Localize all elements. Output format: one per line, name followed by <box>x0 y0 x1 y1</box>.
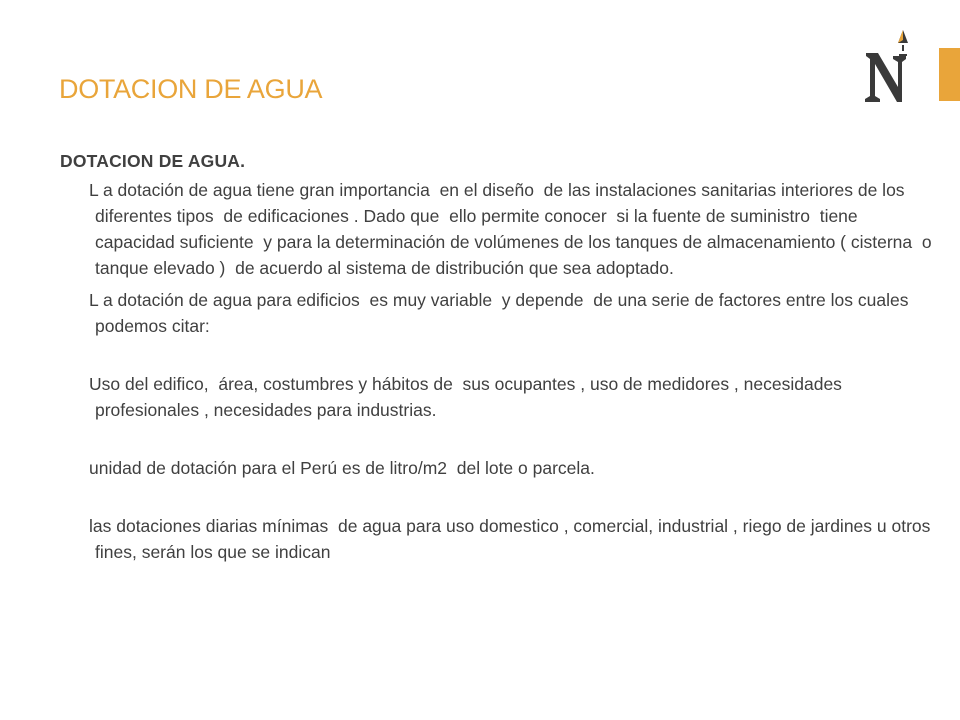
body-paragraph-4: unidad de dotación para el Perú es de litro/m2 del lote o parcela. <box>89 458 595 478</box>
accent-bar <box>939 48 960 101</box>
spacer <box>60 423 940 455</box>
slide-title: DOTACION DE AGUA <box>59 74 323 104</box>
n-compass-logo-icon <box>862 26 914 104</box>
body-subheading: DOTACION DE AGUA. <box>60 151 246 171</box>
spacer <box>60 339 940 371</box>
body-paragraph-3: Uso del edifico, área, costumbres y hábitos de sus ocupantes , uso de medidores , necesidades profesionales , necesidades para industrias. <box>89 374 847 420</box>
spacer <box>60 481 940 513</box>
slide-body <box>60 148 940 565</box>
body-paragraph-5: las dotaciones diarias mínimas de agua para uso domestico , comercial, industrial , riego de jardines u otros fines, serán los que se indican <box>89 516 936 562</box>
body-paragraph-1: L a dotación de agua tiene gran importancia en el diseño de las instalaciones sanitarias interiores de los diferentes tipos de edificaciones . Dado que ello permite conocer si la fuente de suministro tiene capacidad suficiente y para la determinación de volúmenes de los tanques de almacenamiento ( cisterna o tanque elevado ) de acuerdo al sistema de distribución que sea adoptado. <box>89 180 937 278</box>
body-paragraph-2: L a dotación de agua para edificios es muy variable y depende de una serie de factores entre los cuales podemos citar: <box>89 290 914 336</box>
